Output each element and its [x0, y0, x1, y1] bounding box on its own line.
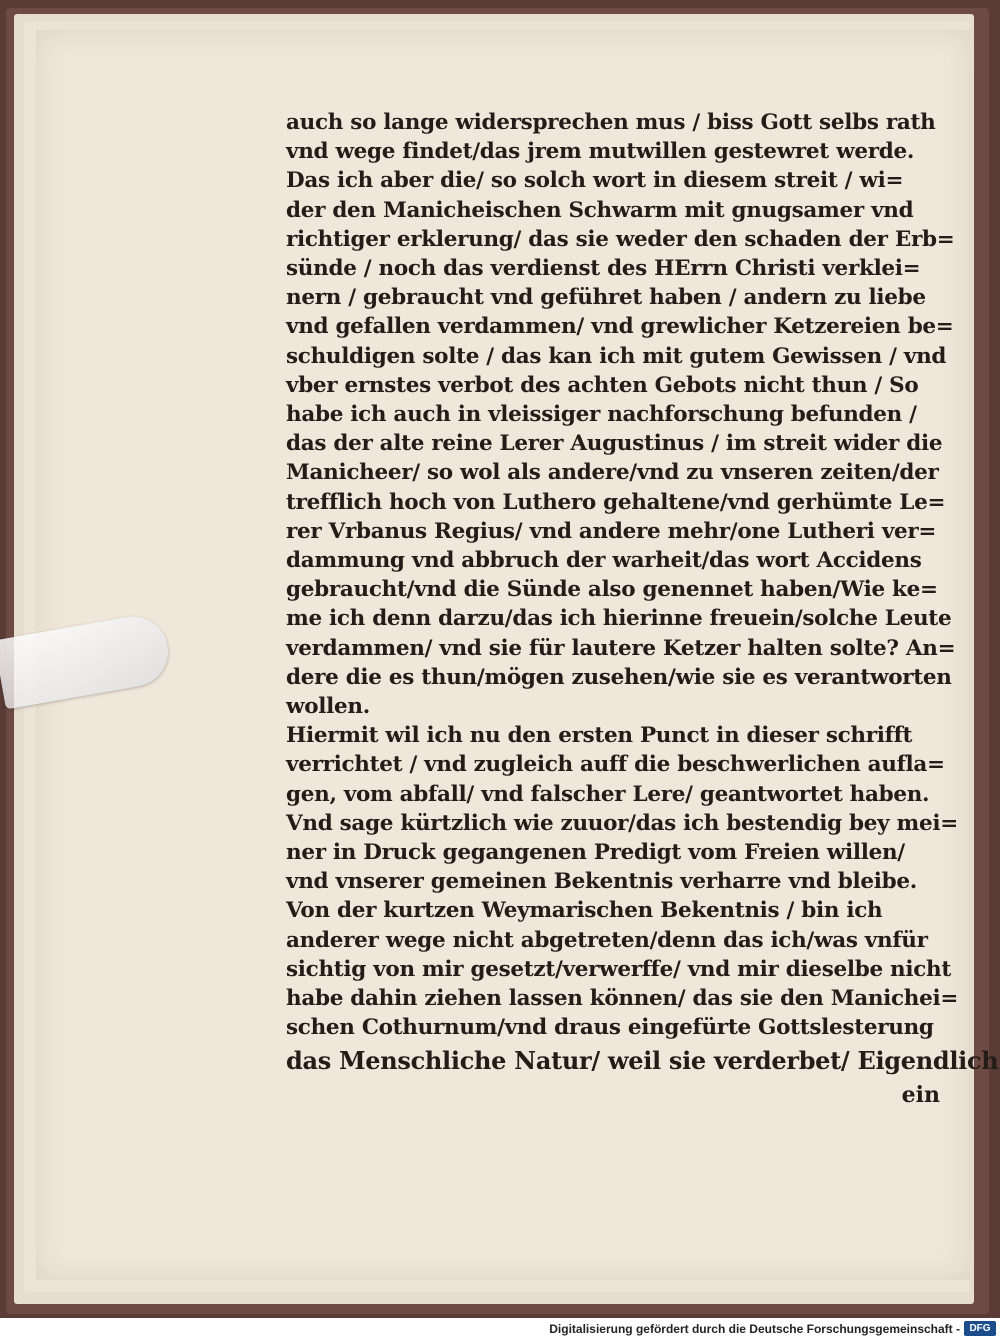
text-line: das der alte reine Lerer Augustinus / im streit wider die	[286, 431, 943, 457]
text-line: vber ernstes verbot des achten Gebots nicht thun / So	[286, 372, 919, 398]
text-line: Von der kurtzen Weymarischen Bekentnis / bin ich	[286, 898, 883, 924]
text-line: ner in Druck gegangenen Predigt vom Freien willen/	[286, 840, 905, 866]
text-line: verdammen/ vnd sie für lautere Ketzer halten solte? An=	[286, 635, 956, 661]
text-line: sünde / noch das verdienst des HErrn Christi verklei=	[286, 256, 921, 282]
page-text	[286, 108, 999, 1077]
text-line: Hiermit wil ich nu den ersten Punct in dieser schrifft	[286, 723, 913, 749]
text-line: gebraucht/vnd die Sünde also genennet haben/Wie ke=	[286, 577, 938, 603]
text-line: schuldigen solte / das kan ich mit gutem Gewissen / vnd	[286, 343, 947, 369]
text-line: nern / gebraucht vnd geführet haben / andern zu liebe	[286, 285, 926, 311]
text-line: habe ich auch in vleissiger nachforschung befunden /	[286, 402, 917, 428]
text-line: auch so lange widersprechen mus / biss Gott selbs rath	[286, 110, 936, 135]
text-line: trefflich hoch von Luthero gehaltene/vnd gerhümte Le=	[286, 489, 946, 515]
text-line: me ich denn darzu/das ich hierinne freuein/solche Leute	[286, 606, 952, 632]
text-line: vnd vnserer gemeinen Bekentnis verharre vnd bleibe.	[286, 869, 917, 895]
text-line: gen, vom abfall/ vnd falscher Lere/ geantwortet haben.	[286, 781, 930, 807]
text-line: dere die es thun/mögen zusehen/wie sie es verantworten	[286, 664, 952, 690]
dfg-logo: DFG	[964, 1321, 996, 1336]
text-line: anderer wege nicht abgetreten/denn das ich/was vnfür	[286, 927, 928, 953]
text-line: wollen.	[286, 694, 370, 720]
catchword: ein	[901, 1082, 940, 1108]
text-line: schen Cothurnum/vnd draus eingefürte Gottslesterung	[286, 1015, 934, 1041]
footer-credit: Digitalisierung gefördert durch die Deutsche Forschungsgemeinschaft -	[549, 1322, 960, 1336]
text-line: verrichtet / vnd zugleich auff die beschwerlichen aufla=	[286, 752, 945, 778]
footer-bar	[0, 1318, 1000, 1341]
text-line: vnd wege findet/das jrem mutwillen gestewret werde.	[286, 139, 915, 165]
text-line: rer Vrbanus Regius/ vnd andere mehr/one Lutheri ver=	[286, 518, 937, 544]
text-line: Manicheer/ so wol als andere/vnd zu vnseren zeiten/der	[286, 460, 939, 486]
text-line: vnd gefallen verdammen/ vnd grewlicher Ketzereien be=	[286, 314, 954, 340]
text-line: dammung vnd abbruch der warheit/das wort Accidens	[286, 548, 922, 574]
text-line: der den Manicheischen Schwarm mit gnugsamer vnd	[286, 197, 914, 223]
text-line: richtiger erklerung/ das sie weder den schaden der Erb=	[286, 226, 955, 252]
text-line: habe dahin ziehen lassen können/ das sie den Manichei=	[286, 986, 959, 1012]
text-line: Vnd sage kürtzlich wie zuuor/das ich bestendig bey mei=	[286, 810, 958, 836]
text-line: Das ich aber die/ so solch wort in diesem streit / wi=	[286, 168, 904, 194]
text-line: das Menschliche Natur/ weil sie verderbet/ Eigendlich	[286, 1045, 999, 1075]
text-line: sichtig von mir gesetzt/verwerffe/ vnd mir dieselbe nicht	[286, 956, 951, 982]
